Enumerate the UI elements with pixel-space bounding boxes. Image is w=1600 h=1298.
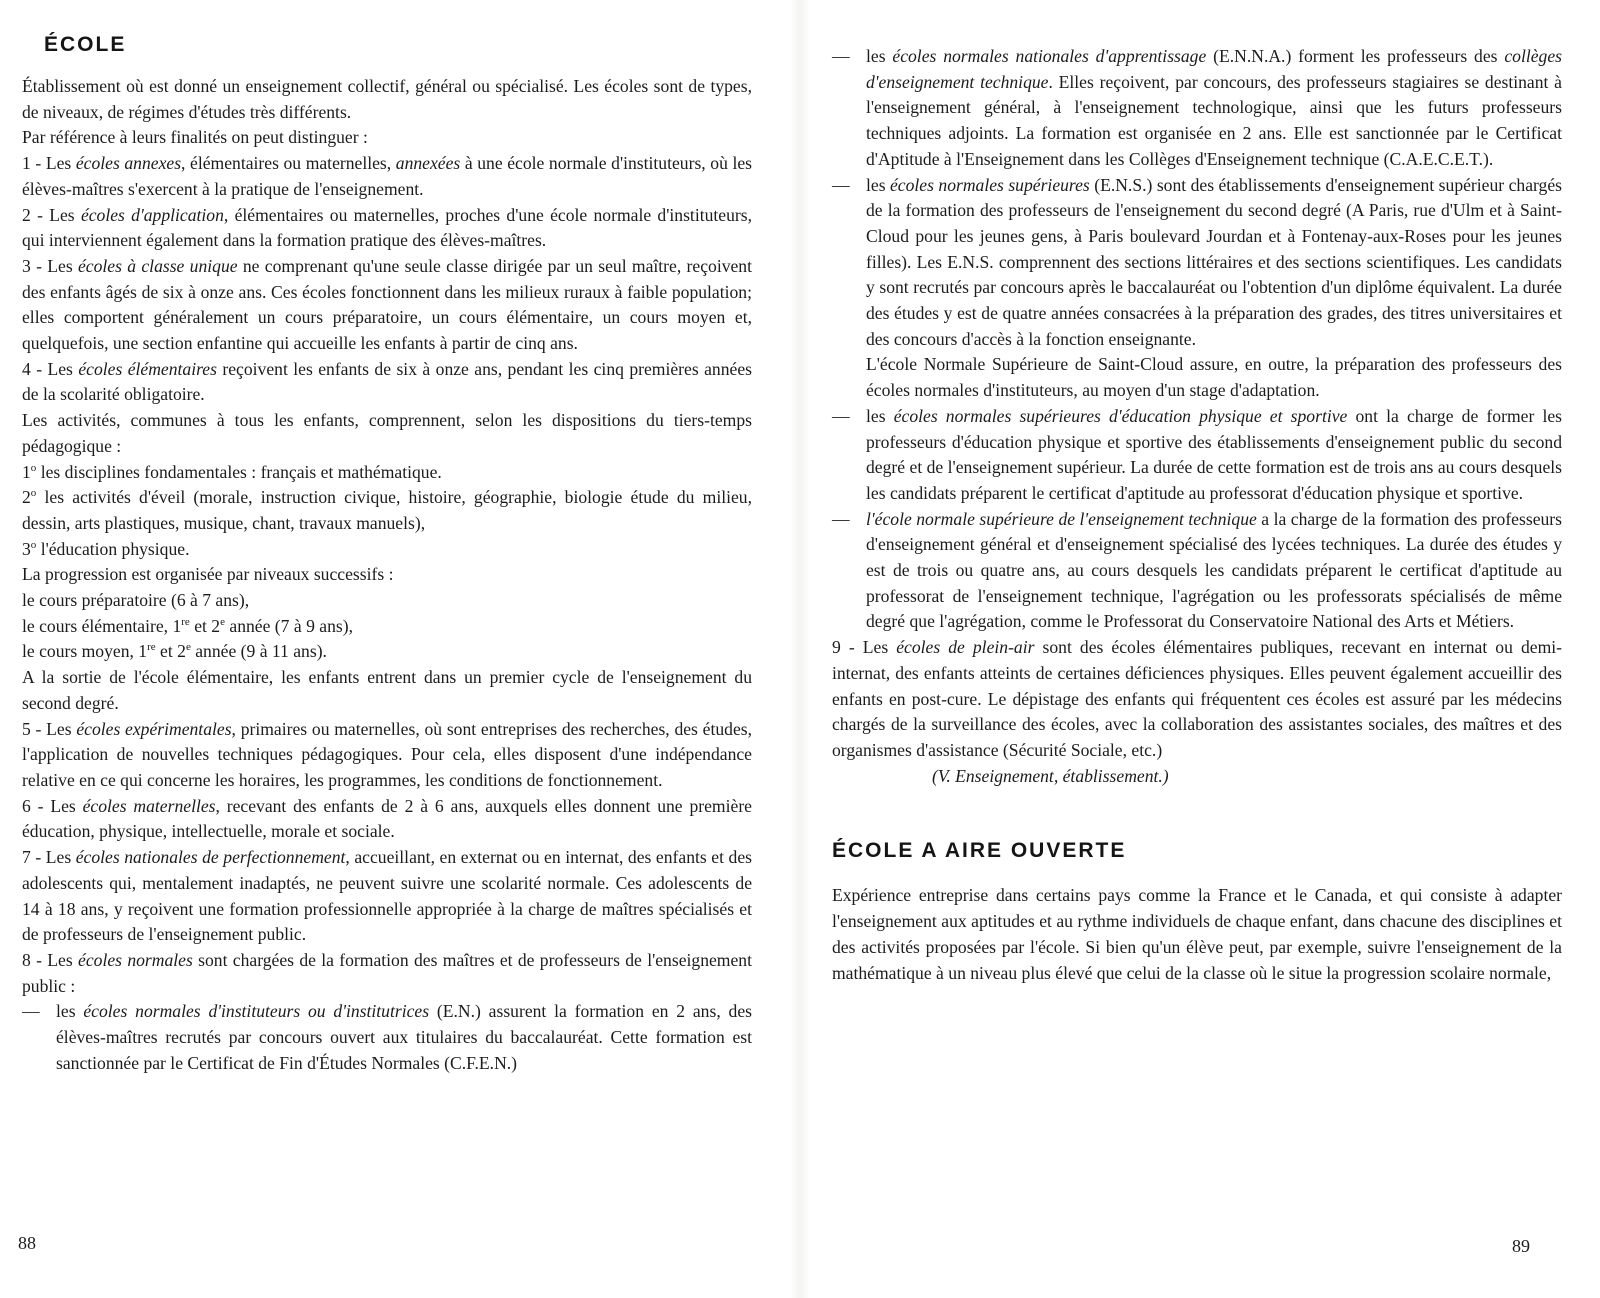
term: collèges d'enseignement technique xyxy=(866,46,1562,92)
term: écoles annexes xyxy=(75,153,182,174)
level-ce xyxy=(22,614,752,640)
item-content: L'école Normale Supérieure de Saint-Cloud assure, en outre, la préparation des professeurs des écoles normales d'instituteurs, au moyen d'un stage d'adaptation. xyxy=(866,354,1562,401)
ordinal-mark: re xyxy=(181,615,190,628)
item-text: les xyxy=(866,174,890,195)
activities-paragraph: Les activités, communes à tous les enfants, comprennent, selon les dispositions du tiers-temps pédagogique : xyxy=(22,410,752,456)
section-text: ne comprenant qu'une seule classe dirigée par un seul maître, reçoivent des enfants âgés de six à onze ans. Ces écoles fonctionnent dans les milieux ruraux à faible population; elles comportent généralement un cours préparatoire, un cours élémentaire, un cours moyen et, quelquefois, une section enfantine qui accueille les enfants à partir de cinq ans. xyxy=(22,255,752,354)
term: écoles maternelles xyxy=(82,795,216,816)
term: écoles de plein-air xyxy=(896,637,1035,658)
level-text: et 2 xyxy=(189,615,221,636)
ordinal-mark: e xyxy=(220,615,225,628)
list-item-technique xyxy=(832,507,1562,636)
ordinal-mark: o xyxy=(30,538,37,551)
term: écoles normales nationales d'apprentissage xyxy=(892,46,1207,66)
section-number: 7 - Les xyxy=(22,847,76,868)
section-text: sont des écoles élémentaires publiques, recevant en internat ou demi-internat, des enfants atteints de certaines déficiences physiques. Elles peuvent également accueillir des enfants en post-cure. Le dépistage des enfants qui fréquentent ces écoles est assuré par les médecins chargés de la surveillance des écoles, avec la collaboration des assistantes sociales, des maîtres et des organismes d'assistance (Sécurité Sociale, etc.) xyxy=(832,637,1562,760)
term: écoles normales xyxy=(78,949,193,970)
level-text: année (9 à 11 ans). xyxy=(190,641,327,662)
dash-bullet: — xyxy=(832,46,850,66)
section-4 xyxy=(22,357,752,408)
item-content xyxy=(56,999,752,1076)
section-3 xyxy=(22,254,752,357)
section-8 xyxy=(22,948,752,999)
term: écoles normales supérieures d'éducation physique et sportive xyxy=(893,405,1348,426)
distinguish-paragraph: Par référence à leurs finalités on peut distinguer : xyxy=(22,127,368,148)
page-number-left: 88 xyxy=(18,1233,36,1253)
list-item-ens xyxy=(832,173,1562,353)
discipline-1 xyxy=(22,460,752,486)
section-2 xyxy=(22,203,752,254)
section-text: , accueillant, en externat ou en internat, des enfants et des adolescents qui, mentalement inadaptés, ne peuvent suivre une scolarité normale. Ces adolescents de 14 à 18 ans, y reçoivent une formation professionnelle appropriée à la charge de maîtres spécialisés et de professeurs de l'enseignement public. xyxy=(22,847,752,945)
list-text: l'éducation physique. xyxy=(36,538,190,559)
ordinal-mark: re xyxy=(147,641,156,654)
section-6 xyxy=(22,794,752,845)
heading-ecole-aire-ouverte: ÉCOLE A AIRE OUVERTE xyxy=(832,839,1127,863)
list-item-ens-extra xyxy=(832,352,1562,403)
term: écoles d'application xyxy=(80,204,224,225)
dash-bullet: — xyxy=(22,1001,40,1022)
ordinal-mark: o xyxy=(30,461,37,474)
item-text: (E.N.) assurent la formation en 2 ans, des élèves-maîtres recrutés par concours ouvert aux titulaires du baccalauréat. Cette formation est sanctionnée par le Certificat de Fin d'Études Normales (C.F.E.N.) xyxy=(56,1001,752,1073)
item-text: les xyxy=(866,46,893,66)
section-7 xyxy=(22,845,752,948)
section-number: 1 - Les xyxy=(22,153,76,174)
term: écoles élémentaires xyxy=(78,358,217,379)
section-number: 5 - Les xyxy=(22,718,77,739)
section-text: , élémentaires ou maternelles, xyxy=(181,153,396,174)
left-column xyxy=(22,0,752,1076)
item-text: . Elles reçoivent, par concours, des professeurs stagiaires se destinant à l'enseignement général, à l'enseignement technologique, ainsi que les futurs professeurs techniques adjoints. La formation est organisée en 2 ans. Elle est sanctionnée par le Certificat d'Aptitude à l'Enseignement dans les Collèges d'Enseignement technique (C.A.E.C.E.T.). xyxy=(866,71,1562,169)
term: écoles nationales de perfectionnement xyxy=(75,847,346,868)
section-5 xyxy=(22,717,752,794)
section-1 xyxy=(22,151,752,202)
list-number: 2 xyxy=(22,487,31,508)
item-text: a la charge de la formation des professeurs d'enseignement général et d'enseignement spécialisé des lycées techniques. La durée des études y est de trois ou quatre ans, au cours desquels les candidats préparent le certificat d'aptitude au professorat de l'enseignement technique, l'agrégation ou les professorats spécialisés de même degré que l'agrégation, comme le Professorat du Conservatoire National des Arts et Métiers. xyxy=(866,508,1562,632)
section-9 xyxy=(832,635,1562,764)
section-text: à une école normale d'instituteurs, où les élèves-maîtres s'exercent à la pratique de l'enseignement. xyxy=(22,153,753,199)
page-number-right: 89 xyxy=(1512,1236,1530,1256)
section-text: , recevant des enfants de 2 à 6 ans, auxquels elles donnent une première éducation, physique, intellectuelle, morale et sociale. xyxy=(22,795,752,842)
list-text: les disciplines fondamentales : français et mathématique. xyxy=(36,461,442,482)
section-number: 4 - Les xyxy=(22,358,79,379)
term: écoles normales d'instituteurs ou d'institutrices xyxy=(83,1001,430,1022)
section-number: 9 - Les xyxy=(832,637,897,658)
discipline-3 xyxy=(22,537,752,563)
level-text: année (7 à 9 ans), xyxy=(224,615,353,636)
item-text: les xyxy=(56,1001,84,1022)
discipline-2 xyxy=(22,485,752,536)
list-number: 1 xyxy=(22,461,31,482)
section-number: 3 - Les xyxy=(22,255,78,276)
term: l'école normale supérieure de l'enseignement technique xyxy=(866,508,1257,529)
section-number: 2 - Les xyxy=(22,204,81,225)
ordinal-mark: e xyxy=(185,641,191,654)
item-content xyxy=(866,44,1562,173)
term: annexées xyxy=(395,153,461,174)
section-number: 8 - Les xyxy=(22,949,79,970)
item-text: les xyxy=(866,405,894,426)
dash-bullet: — xyxy=(832,508,850,529)
dash-bullet: — xyxy=(832,174,850,195)
right-page xyxy=(800,0,1600,1298)
intro-paragraph: Établissement où est donné un enseignement collectif, général ou spécialisé. Les écoles sont de types, de niveaux, de régimes d'études très différents. xyxy=(22,76,752,122)
section-text: , primaires ou maternelles, où sont entreprises des recherches, des études, l'application de nouvelles techniques pédagogiques. Pour cela, elles disposent d'une indépendance relative en ce qui concerne les horaires, les programmes, les conditions de fonctionnement. xyxy=(22,718,752,790)
item-text: (E.N.N.A.) forment les professeurs des xyxy=(1206,46,1505,66)
level-text: le cours moyen, 1 xyxy=(22,641,148,662)
right-column xyxy=(832,0,1562,986)
list-item-eps xyxy=(832,404,1562,507)
item-content xyxy=(866,404,1562,507)
section-text: reçoivent les enfants de six à onze ans, pendant les cinq premières années de la scolarité obligatoire. xyxy=(22,358,752,405)
section-text: sont chargées de la formation des maîtres et de professeurs de l'enseignement public : xyxy=(22,949,752,996)
level-text: le cours élémentaire, 1 xyxy=(22,615,182,636)
term: écoles expérimentales xyxy=(76,718,232,739)
dash-bullet: — xyxy=(832,405,850,426)
term: écoles normales supérieures xyxy=(890,174,1090,195)
level-cm xyxy=(22,639,752,665)
section-number: 6 - Les xyxy=(22,795,83,816)
level-text: et 2 xyxy=(155,641,186,662)
aire-ouverte-paragraph: Expérience entreprise dans certains pays comme la France et le Canada, et qui consiste à adapter l'enseignement aux aptitudes et au rythme individuels de chaque enfant, dans chacune des disciplines et des activités proposées par l'école. Si bien qu'un élève peut, par exemple, suivre l'enseignement de la mathématique à un niveau plus élevé que celui de la classe où le situe la progression scolaire normale, xyxy=(832,885,1562,983)
item-content xyxy=(866,507,1562,636)
item-content xyxy=(866,173,1562,353)
cross-reference: (V. Enseignement, établissement.) xyxy=(932,765,1169,786)
item-text: ont la charge de former les professeurs d'éducation physique et sportive des établissements d'enseignement public du second degré et de l'enseignement supérieur. La durée de cette formation est de trois ans au cours desquels les candidats préparent le certificat d'aptitude au professorat d'éducation physique et sportive. xyxy=(866,405,1562,503)
progression-paragraph: La progression est organisée par niveaux successifs : xyxy=(22,564,394,585)
sortie-paragraph: A la sortie de l'école élémentaire, les enfants entrent dans un premier cycle de l'enseignement du second degré. xyxy=(22,667,752,713)
item-text: (E.N.S.) sont des établissements d'enseignement supérieur chargés de la formation des professeurs de l'enseignement du second degré (A Paris, rue d'Ulm et à Saint-Cloud pour les jeunes gens, à Paris boulevard Jourdan et à Fontenay-aux-Roses pour les jeunes filles). Les E.N.S. comprennent des sections littéraires et des sections scientifiques. Les candidats y sont recrutés par concours après le baccalauréat ou l'obtention d'un diplôme équivalent. La durée des études y est de quatre années consacrées à la préparation des grades, des titres universitaires et des concours d'accès à la fonction enseignante. xyxy=(866,174,1562,349)
list-item-enna xyxy=(832,44,1562,173)
list-number: 3 xyxy=(22,538,31,559)
list-item-normales-instituteurs xyxy=(22,999,752,1076)
ordinal-mark: o xyxy=(30,487,37,500)
section-text: , élémentaires ou maternelles, proches d'une école normale d'instituteurs, qui interviennent également dans la formation pratique des élèves-maîtres. xyxy=(22,204,752,251)
level-cp: le cours préparatoire (6 à 7 ans), xyxy=(22,590,250,611)
list-text: les activités d'éveil (morale, instruction civique, histoire, géographie, biologie étude du milieu, dessin, arts plastiques, musique, chant, travaux manuels), xyxy=(22,487,752,533)
heading-ecole: ÉCOLE xyxy=(44,33,127,56)
term: écoles à classe unique xyxy=(78,255,238,276)
